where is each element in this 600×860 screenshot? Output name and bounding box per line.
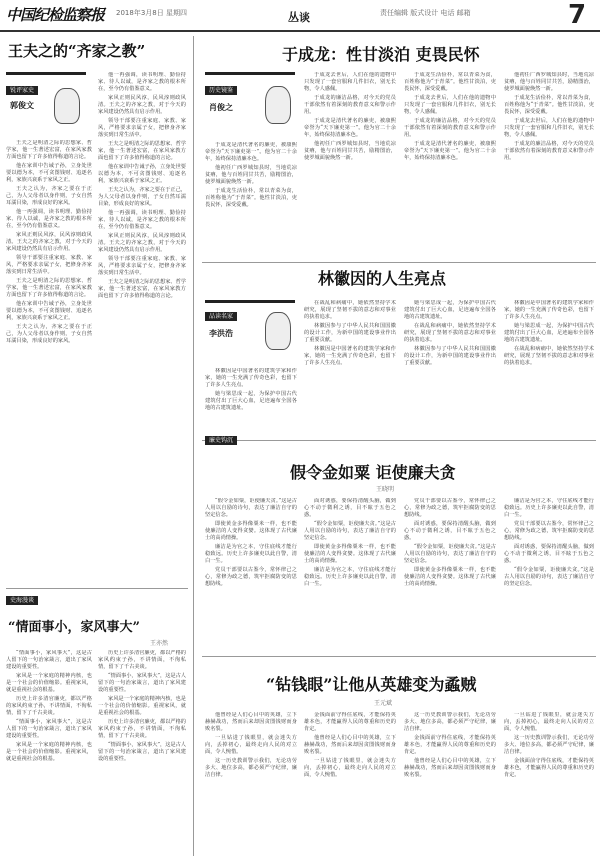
author-portrait-icon: [265, 86, 291, 124]
article-column: [205, 498, 297, 648]
article-column: [205, 142, 297, 260]
article-title: 于成龙：性甘淡泊 吏畏民怀: [282, 45, 480, 64]
paragraph: 她与梁思成一起，为保护中国古代建筑付出了巨大心血，足迹遍布全国各地的古建筑遗址。: [404, 300, 496, 320]
paragraph: 金钱面前守得住底线，才能保持英雄本色，才能赢得人民的尊重和历史的肯定。: [504, 758, 594, 778]
author-name: 王晓明: [376, 486, 395, 493]
paragraph: “假令金如粟，讵使廉夫贪。”这是古人用以自励的诗句，表达了廉洁自守的坚定信念。: [504, 567, 594, 587]
page-number: 7: [568, 0, 587, 30]
author-name: 郭俊文: [10, 100, 34, 110]
paragraph: 历史上许多清官廉吏，都以严格的家风约束子孙，不讲情面，不徇私情，留下了千古美谈。: [98, 719, 186, 739]
author-box: [205, 72, 295, 134]
paragraph: “假令金如粟，讵使廉夫贪。”这是古人用以自励的诗句，表达了廉洁自守的坚定信念。: [404, 544, 496, 564]
article-title: 王夫之的“齐家之教”: [8, 42, 146, 60]
paragraph: 金钱面前守得住底线，才能保持英雄本色，才能赢得人民的尊重和历史的肯定。: [404, 735, 496, 755]
paragraph: 即使黄金多得像粟米一样，也不能使廉洁的人变得贪婪。这体现了古代廉士的高尚情操。: [404, 567, 496, 587]
column-tag: 锐评家史: [6, 86, 38, 95]
paragraph: 历史上许多清官廉吏，都以严格的家风约束子孙，不讲情面，不徇私情，留下了千古美谈。: [6, 696, 92, 716]
paragraph: 历史上许多清官廉吏，都以严格的家风约束子孙，不讲情面，不徇私情，留下了千古美谈。: [98, 650, 186, 670]
section-tag: 廉史钩沉: [205, 436, 237, 445]
paragraph: 王夫之是明清之际的思想家、哲学家，他一生著述宏富，在家风家教方面也留下了许多值得称道的言论。: [98, 141, 186, 161]
paragraph: 他初任广西罗城知县时，当地荒凉贫瘠，他与百姓同甘共苦，励精图治，使罗城面貌焕然一新。: [205, 165, 297, 185]
newspaper-logo: 中国纪检监察报: [6, 6, 105, 24]
article-title: “钻钱眼”让他从英雄变为蟊贼: [266, 675, 477, 694]
paragraph: 在战乱和病痛中，她依然坚持学术研究，展现了坚韧不拔的意志和对事业的执着追求。: [304, 300, 396, 320]
paragraph: 他曾经是人们心目中的英雄，立下赫赫战功，然而后来却因贪图钱财而身败名裂。: [205, 712, 297, 732]
paragraph: 廉洁是为官之本，守住底线才能行稳致远。历史上许多廉吏以此自警，清白一生。: [504, 498, 594, 518]
paragraph: 于成龙生活俭朴，常以青菜为食，百姓称他为“于青菜”。他性甘淡泊，吏畏民怀，深受爱戴。: [504, 95, 594, 115]
article-column: [504, 712, 594, 855]
paragraph: “情面事小，家风事大”，这是古人留下的一句治家箴言，道出了家风建设的重要性。: [98, 673, 186, 693]
paragraph: 党员干部要以古鉴今，常怀律己之心，常修为政之德，筑牢拒腐防变的思想防线。: [504, 521, 594, 541]
paragraph: 于成龙去世后，人们在他的遗物中只发现了一套官服和几件旧衣，别无长物，令人感佩。: [504, 118, 594, 138]
article-column: [404, 300, 496, 426]
article-title: “情面事小，家风事大”: [8, 620, 140, 635]
paragraph: 廉洁是为官之本，守住底线才能行稳致远。历史上许多廉吏以此自警，清白一生。: [304, 567, 396, 587]
author-name: 王元斌: [374, 700, 393, 707]
article-title: 林徽因的人生亮点: [318, 269, 447, 288]
paragraph: 领导干部要注重家庭、家教、家风，严格要求亲属子女，把修身齐家落实到日常生活中。: [6, 255, 92, 275]
article-column: [504, 498, 594, 648]
article-column: [404, 498, 496, 648]
author-name: 李洪浩: [209, 328, 233, 338]
section-name: 丛谈: [288, 11, 310, 24]
column-tag: 品读名家: [205, 312, 237, 321]
paragraph: 一旦钻进了钱眼里，就会迷失方向，丢掉初心，最终走向人民的对立面，令人惋惜。: [304, 758, 396, 778]
paragraph: 家风正则民风淳，民风淳则政风清。王夫之的齐家之教，对于今天的家风建设仍然具有启示作用。: [98, 95, 186, 115]
paragraph: 这一历史教训警示我们，无论功劳多大、地位多高，都必须严守纪律，廉洁自律。: [205, 758, 297, 778]
paragraph: 于成龙是清代著名的廉吏，被康熙帝誉为“天下廉吏第一”。他为官二十余年，始终保持清廉本色。: [205, 142, 297, 162]
column-tag: 史海漫谈: [6, 596, 38, 605]
paragraph: 于成龙的廉洁品格，对今天的党员干部依然有着深刻的教育意义和警示作用。: [504, 141, 594, 161]
paragraph: 他初任广西罗城知县时，当地荒凉贫瘠，他与百姓同甘共苦，励精图治，使罗城面貌焕然一新。: [304, 141, 396, 161]
paragraph: 王夫之认为，齐家之要在于正己，为人父母者以身作则，子女自然耳濡目染，形成良好的家风。: [6, 324, 92, 344]
paragraph: 她与梁思成一起，为保护中国古代建筑付出了巨大心血，足迹遍布全国各地的古建筑遗址。: [205, 391, 297, 411]
paragraph: 面对诱惑，要保持清醒头脑，做到心不动于微利之诱，目不眩于五色之惑。: [404, 521, 496, 541]
paragraph: “情面事小，家风事大”，这是古人留下的一句治家箴言，道出了家风建设的重要性。: [6, 719, 92, 739]
paragraph: 领导干部要注重家庭、家教、家风，严格要求亲属子女，把修身齐家落实到日常生活中。: [98, 256, 186, 276]
section-divider: [202, 262, 596, 263]
paragraph: 于成龙去世后，人们在他的遗物中只发现了一套官服和几件旧衣，别无长物，令人感佩。: [404, 95, 496, 115]
paragraph: 他曾经是人们心目中的英雄，立下赫赫战功，然而后来却因贪图钱财而身败名裂。: [304, 735, 396, 755]
section-divider: [202, 440, 596, 441]
article-column: [404, 712, 496, 855]
paragraph: “假令金如粟，讵使廉夫贪。”这是古人用以自励的诗句，表达了廉洁自守的坚定信念。: [205, 498, 297, 518]
paragraph: 领导干部要注重家庭、家教、家风，严格要求亲属子女，把修身齐家落实到日常生活中。: [98, 118, 186, 138]
author-portrait-icon: [265, 312, 291, 350]
paragraph: 林徽因参与了中华人民共和国国徽的设计工作，为新中国的建设事业作出了重要贡献。: [404, 346, 496, 366]
article-column: [504, 300, 594, 426]
column-divider: [193, 36, 194, 856]
author-portrait-icon: [54, 88, 80, 124]
paragraph: 于成龙生活俭朴，常以青菜为食，百姓称他为“于青菜”。他性甘淡泊，吏畏民怀，深受爱戴。: [404, 72, 496, 92]
paragraph: 他在家训中告诫子孙，立身处世要以德为本，不可贪图钱财、追逐名利，家族兴衰系于家风之正。: [6, 301, 92, 321]
paragraph: 一旦钻进了钱眼里，就会迷失方向，丢掉初心，最终走向人民的对立面，令人惋惜。: [504, 712, 594, 732]
article-column: [304, 72, 396, 260]
article-column: [304, 712, 396, 855]
paragraph: “情面事小，家风事大”，这是古人留下的一句治家箴言，道出了家风建设的重要性。: [6, 650, 92, 670]
paragraph: 家风是一个家庭的精神内核，也是一个社会的价值缩影。重视家风，就是重视社会的根基。: [6, 742, 92, 762]
article-column: [304, 498, 396, 648]
paragraph: 林徽因是中国著名的建筑学家和作家，她的一生充满了传奇色彩，也留下了许多人生亮点。: [304, 346, 396, 366]
author-name: 肖俊之: [209, 102, 233, 112]
section-divider: [6, 588, 188, 589]
paragraph: 王夫之是明清之际的思想家、哲学家，他一生著述宏富，在家风家教方面也留下了许多值得称道的言论。: [98, 279, 186, 299]
paragraph: 在战乱和病痛中，她依然坚持学术研究，展现了坚韧不拔的意志和对事业的执着追求。: [504, 346, 594, 366]
paragraph: 于成龙是清代著名的廉吏，被康熙帝誉为“天下廉吏第一”。他为官二十余年，始终保持清廉本色。: [404, 141, 496, 161]
paragraph: 林徽因参与了中华人民共和国国徽的设计工作，为新中国的建设事业作出了重要贡献。: [304, 323, 396, 343]
paragraph: 林徽因是中国著名的建筑学家和作家，她的一生充满了传奇色彩，也留下了许多人生亮点。: [205, 368, 297, 388]
author-box: [6, 72, 86, 132]
paragraph: 王夫之认为，齐家之要在于正己，为人父母者以身作则，子女自然耳濡目染，形成良好的家风。: [98, 187, 186, 207]
paragraph: 这一历史教训警示我们，无论功劳多大、地位多高，都必须严守纪律，廉洁自律。: [504, 735, 594, 755]
paragraph: 家风是一个家庭的精神内核，也是一个社会的价值缩影。重视家风，就是重视社会的根基。: [6, 673, 92, 693]
paragraph: 他在家训中告诫子孙，立身处世要以德为本，不可贪图钱财、追逐名利，家族兴衰系于家风之正。: [98, 164, 186, 184]
paragraph: 于成龙的廉洁品格，对今天的党员干部依然有着深刻的教育意义和警示作用。: [404, 118, 496, 138]
paragraph: “假令金如粟，讵使廉夫贪。”这是古人用以自励的诗句，表达了廉洁自守的坚定信念。: [304, 521, 396, 541]
author-name: 王亦然: [150, 640, 169, 647]
paragraph: 于成龙去世后，人们在他的遗物中只发现了一套官服和几件旧衣，别无长物，令人感佩。: [304, 72, 396, 92]
article-column: [6, 140, 92, 580]
paragraph: 王夫之认为，齐家之要在于正己，为人父母者以身作则，子女自然耳濡目染，形成良好的家风。: [6, 186, 92, 206]
paragraph: 金钱面前守得住底线，才能保持英雄本色，才能赢得人民的尊重和历史的肯定。: [304, 712, 396, 732]
paragraph: 王夫之是明清之际的思想家、哲学家，他一生著述宏富，在家风家教方面也留下了许多值得称道的言论。: [6, 278, 92, 298]
article-title: 假令金如粟 讵使廉夫贪: [290, 463, 456, 482]
paragraph: 他初任广西罗城知县时，当地荒凉贫瘠，他与百姓同甘共苦，励精图治，使罗城面貌焕然一新。: [504, 72, 594, 92]
paragraph: 即使黄金多得像粟米一样，也不能使廉洁的人变得贪婪。这体现了古代廉士的高尚情操。: [304, 544, 396, 564]
author-box: [205, 300, 295, 362]
paragraph: 家风正则民风淳，民风淳则政风清。王夫之的齐家之教，对于今天的家风建设仍然具有启示作用。: [98, 233, 186, 253]
article-column: [404, 72, 496, 260]
article-column: [205, 368, 297, 426]
paragraph: 她与梁思成一起，为保护中国古代建筑付出了巨大心血，足迹遍布全国各地的古建筑遗址。: [504, 323, 594, 343]
paragraph: 面对诱惑，要保持清醒头脑，做到心不动于微利之诱，目不眩于五色之惑。: [304, 498, 396, 518]
paragraph: 他曾经是人们心目中的英雄，立下赫赫战功，然而后来却因贪图钱财而身败名裂。: [404, 758, 496, 778]
paragraph: 他一再强调，读书明理、勤俭持家、待人以诚，是齐家之教的根本所在，至今仍有借鉴意义。: [6, 209, 92, 229]
paragraph: 于成龙生活俭朴，常以青菜为食，百姓称他为“于青菜”。他性甘淡泊，吏畏民怀，深受爱戴。: [205, 188, 297, 208]
article-column: [304, 300, 396, 426]
paragraph: 他在家训中告诫子孙，立身处世要以德为本，不可贪图钱财、追逐名利，家族兴衰系于家风之正。: [6, 163, 92, 183]
paragraph: 于成龙的廉洁品格，对今天的党员干部依然有着深刻的教育意义和警示作用。: [304, 95, 396, 115]
paragraph: 于成龙是清代著名的廉吏，被康熙帝誉为“天下廉吏第一”。他为官二十余年，始终保持清廉本色。: [304, 118, 396, 138]
paragraph: 廉洁是为官之本，守住底线才能行稳致远。历史上许多廉吏以此自警，清白一生。: [205, 544, 297, 564]
editor-contacts: 责任编辑 版式设计 电话 邮箱: [380, 9, 471, 17]
section-divider: [202, 656, 596, 657]
paragraph: 一旦钻进了钱眼里，就会迷失方向，丢掉初心，最终走向人民的对立面，令人惋惜。: [205, 735, 297, 755]
paragraph: 他一再强调，读书明理、勤俭持家、待人以诚，是齐家之教的根本所在，至今仍有借鉴意义。: [98, 210, 186, 230]
paragraph: 面对诱惑，要保持清醒头脑，做到心不动于微利之诱，目不眩于五色之惑。: [504, 544, 594, 564]
paragraph: 在战乱和病痛中，她依然坚持学术研究，展现了坚韧不拔的意志和对事业的执着追求。: [404, 323, 496, 343]
paragraph: 家风是一个家庭的精神内核，也是一个社会的价值缩影。重视家风，就是重视社会的根基。: [98, 696, 186, 716]
paragraph: 家风正则民风淳，民风淳则政风清。王夫之的齐家之教，对于今天的家风建设仍然具有启示作用。: [6, 232, 92, 252]
paragraph: 他一再强调，读书明理、勤俭持家、待人以诚，是齐家之教的根本所在，至今仍有借鉴意义。: [98, 72, 186, 92]
paragraph: 党员干部要以古鉴今，常怀律己之心，常修为政之德，筑牢拒腐防变的思想防线。: [205, 567, 297, 587]
paragraph: “情面事小，家风事大”，这是古人留下的一句治家箴言，道出了家风建设的重要性。: [98, 742, 186, 762]
article-column: [98, 650, 186, 855]
paragraph: 这一历史教训警示我们，无论功劳多大、地位多高，都必须严守纪律，廉洁自律。: [404, 712, 496, 732]
article-column: [205, 712, 297, 855]
paragraph: 王夫之是明清之际的思想家、哲学家，他一生著述宏富，在家风家教方面也留下了许多值得称道的言论。: [6, 140, 92, 160]
column-tag: 历史镜鉴: [205, 86, 237, 95]
article-column: [6, 650, 92, 855]
article-column: [98, 72, 186, 580]
paragraph: 即使黄金多得像粟米一样，也不能使廉洁的人变得贪婪。这体现了古代廉士的高尚情操。: [205, 521, 297, 541]
paragraph: 党员干部要以古鉴今，常怀律己之心，常修为政之德，筑牢拒腐防变的思想防线。: [404, 498, 496, 518]
article-column: [504, 72, 594, 260]
issue-date: 2018年3月8日 星期四: [116, 9, 187, 17]
paragraph: 林徽因是中国著名的建筑学家和作家，她的一生充满了传奇色彩，也留下了许多人生亮点。: [504, 300, 594, 320]
